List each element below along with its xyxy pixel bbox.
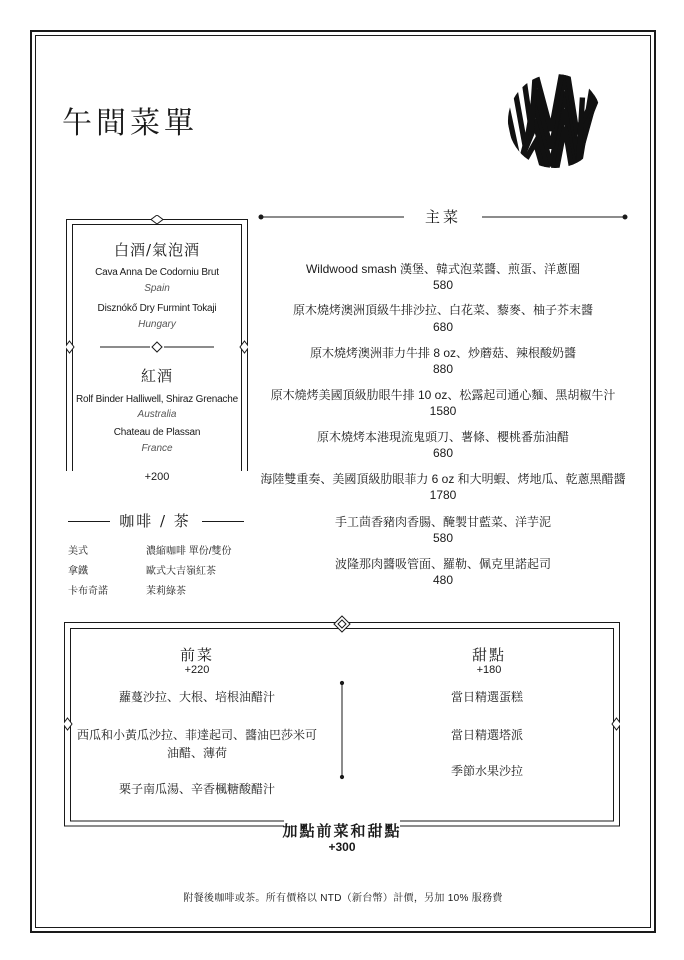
tea-item: 歐式大吉嶺紅茶 (146, 566, 216, 577)
main-dish-name: 原木燒烤本港現流鬼頭刀、薯條、櫻桃番茄油醋 (316, 430, 569, 444)
coffee-item: 卡布奇諾 (68, 586, 108, 597)
starters-heading: 前菜 (179, 646, 214, 664)
main-dish-price: 480 (432, 573, 454, 587)
dessert-item: 當日精選蛋糕 (450, 690, 523, 704)
starter-item: 蘿蔓沙拉、大根、培根油醋汁 (118, 690, 275, 704)
main-dish-price: 1780 (429, 488, 457, 502)
starter-item: 栗子南瓜湯、辛香楓糖酸醋汁 (118, 782, 275, 796)
desserts-heading: 甜點 (471, 646, 506, 664)
starters-desserts-section (64, 614, 620, 854)
wine-section (66, 215, 248, 483)
main-dish-name: 原木燒烤美國頂級肋眼牛排 10 oz、松露起司通心麵、黑胡椒牛汁 (270, 388, 616, 402)
coffee-heading: 咖啡 / 茶 (119, 512, 191, 530)
tea-item: 濃縮咖啡 單份/雙份 (146, 546, 232, 557)
main-dish-price: 680 (432, 320, 454, 334)
wine-origin: Hungary (138, 319, 176, 330)
main-dish-price: 580 (432, 531, 454, 545)
wine-name: Chateau de Plassan (113, 427, 201, 438)
coffee-item: 拿鐵 (68, 566, 88, 577)
starter-item: 西瓜和小黃瓜沙拉、菲達起司、醬油巴莎米可 (76, 728, 317, 742)
main-dish-name: Wildwood smash 漢堡、韓式泡菜醬、煎蛋、洋蔥圈 (305, 262, 581, 276)
white-wine-heading: 白酒/氣泡酒 (113, 241, 201, 259)
dessert-item: 當日精選塔派 (450, 728, 523, 742)
red-wine-heading: 紅酒 (140, 367, 173, 385)
wine-name: Rolf Binder Halliwell, Shiraz Grenache (76, 394, 238, 405)
main-dish-name: 原木燒烤澳洲頂級牛排沙拉、白花菜、藜麥、柚子芥末醬 (292, 303, 593, 317)
page-title: 午間菜單 (62, 106, 198, 141)
combo-label: 加點前菜和甜點 (282, 822, 402, 840)
mains-heading: 主菜 (424, 208, 461, 226)
main-dish-price: 580 (432, 278, 454, 292)
starter-item: 油醋、薄荷 (166, 746, 227, 760)
wine-name: Disznókő Dry Furmint Tokaji (97, 303, 217, 314)
main-dish-price: 680 (432, 446, 454, 460)
tea-item: 茉莉綠茶 (146, 586, 186, 597)
main-dish-price: 1580 (429, 404, 457, 418)
wine-price: +200 (66, 471, 248, 483)
dessert-item: 季節水果沙拉 (450, 764, 523, 778)
combo-price: +300 (328, 840, 356, 854)
main-dish-name: 波隆那肉醬吸管面、羅勒、佩克里諾起司 (334, 557, 551, 571)
wine-origin: Spain (144, 283, 170, 294)
wine-origin: Australia (137, 409, 177, 420)
coffee-item: 美式 (68, 546, 88, 557)
desserts-price: +180 (476, 664, 502, 676)
footer-note: 附餐後咖啡或茶。所有價格以 NTD（新台幣）計價，另加 10% 服務費 (183, 893, 503, 904)
main-dish-name: 手工茴香豬肉香腸、醃製甘藍菜、洋芋泥 (334, 515, 551, 529)
starters-price: +220 (184, 664, 210, 676)
main-dish-price: 880 (432, 362, 454, 376)
main-dish-name: 原木燒烤澳洲菲力牛排 8 oz、炒蘑菇、辣根酸奶醬 (309, 346, 577, 360)
wine-origin: France (141, 443, 173, 454)
restaurant-logo (506, 72, 604, 170)
wine-name: Cava Anna De Codorniu Brut (95, 267, 219, 278)
main-dish-name: 海陸雙重奏、美國頂級肋眼菲力 6 oz 和大明蝦、烤地瓜、乾蔥黑醋醬 (260, 472, 626, 486)
